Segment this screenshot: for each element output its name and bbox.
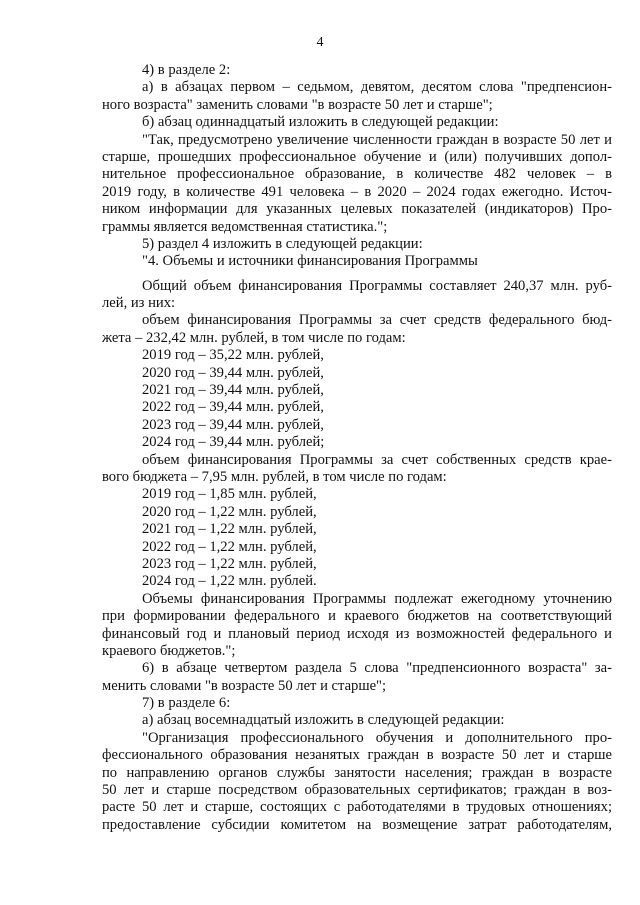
document-body [102, 62, 612, 834]
text-line: ного возраста" заменить словами "в возрасте 50 лет и старше"; [102, 96, 493, 113]
text-line: расте 50 лет и старше, состоящих с работодателями в трудовых отношениях; [102, 799, 612, 816]
text-line: фессионального образования незанятых граждан в возрасте 50 лет и старше [102, 747, 612, 764]
page-number: 4 [316, 35, 324, 50]
text-line: б) абзац одиннадцатый изложить в следующей редакции: [142, 114, 499, 131]
text-line: жета – 232,42 млн. рублей, в том числе по годам: [102, 329, 406, 346]
text-line: 2022 год – 1,22 млн. рублей, [142, 538, 317, 555]
text-line: "Так, предусмотрено увеличение численности граждан в возрасте 50 лет и [142, 131, 612, 148]
text-line: 5) раздел 4 изложить в следующей редакции: [142, 235, 423, 252]
text-line: менить словами "в возрасте 50 лет и старше"; [102, 677, 387, 694]
text-line: старше, прошедших профессиональное обучение и (или) получивших допол- [102, 148, 612, 165]
text-line: Объемы финансирования Программы подлежат ежегодному уточнению [142, 590, 612, 607]
text-line: лей, из них: [102, 295, 176, 312]
text-line: 2020 год – 39,44 млн. рублей, [142, 364, 324, 381]
text-line: 2020 год – 1,22 млн. рублей, [142, 503, 317, 520]
text-line: 2023 год – 1,22 млн. рублей, [142, 555, 317, 572]
text-line: 2024 год – 1,22 млн. рублей. [142, 573, 317, 590]
text-line: 2023 год – 39,44 млн. рублей, [142, 416, 324, 433]
text-line: "4. Объемы и источники финансирования Программы [142, 253, 478, 270]
text-line: при формировании федерального и краевого бюджетов на соответствующий [102, 608, 612, 625]
text-line: 2019 год – 1,85 млн. рублей, [142, 486, 317, 503]
text-line: а) абзац восемнадцатый изложить в следующей редакции: [142, 712, 505, 729]
text-line: краевого бюджетов."; [102, 642, 236, 659]
text-line: 4) в разделе 2: [142, 62, 231, 78]
text-line [102, 271, 612, 278]
text-line: нительное профессиональное образование, в количестве 482 человек – в [102, 166, 612, 183]
text-line: 2022 год – 39,44 млн. рублей, [142, 399, 324, 416]
text-line: объем финансирования Программы за счет средств федерального бюд- [142, 312, 612, 329]
text-line: 6) в абзаце четвертом раздела 5 слова "предпенсионного возраста" за- [142, 660, 612, 677]
text-line: финансовый год и плановый период исходя из возможностей федерального и [102, 625, 612, 642]
text-line: 2019 году, в количестве 491 человека – в 2020 – 2024 годах ежегодно. Источ- [102, 183, 612, 200]
text-line: объем финансирования Программы за счет собственных средств крае- [142, 451, 612, 468]
text-line: "Организация профессионального обучения и дополнительного про- [142, 729, 612, 746]
text-line: 2021 год – 1,22 млн. рублей, [142, 521, 317, 538]
text-line: предоставление субсидии комитетом на возмещение затрат работодателям, [102, 816, 612, 833]
text-line: 2024 год – 39,44 млн. рублей; [142, 434, 325, 451]
text-line: 2019 год – 35,22 млн. рублей, [142, 347, 324, 364]
text-line: ником информации для указанных целевых показателей (индикаторов) Про- [102, 201, 612, 218]
text-line: Общий объем финансирования Программы составляет 240,37 млн. руб- [142, 277, 612, 294]
text-line: 7) в разделе 6: [142, 695, 231, 712]
text-line: а) в абзацах первом – седьмом, девятом, десятом слова "предпенсион- [142, 79, 612, 96]
text-line: по направлению органов службы занятости населения; граждан в возрасте [102, 764, 612, 781]
text-line: 2021 год – 39,44 млн. рублей, [142, 382, 324, 399]
text-line: вого бюджета – 7,95 млн. рублей, в том числе по годам: [102, 468, 447, 485]
text-line: граммы является ведомственная статистика."; [102, 218, 388, 235]
text-line: 50 лет и старше посредством образовательных сертификатов; граждан в воз- [102, 782, 612, 799]
